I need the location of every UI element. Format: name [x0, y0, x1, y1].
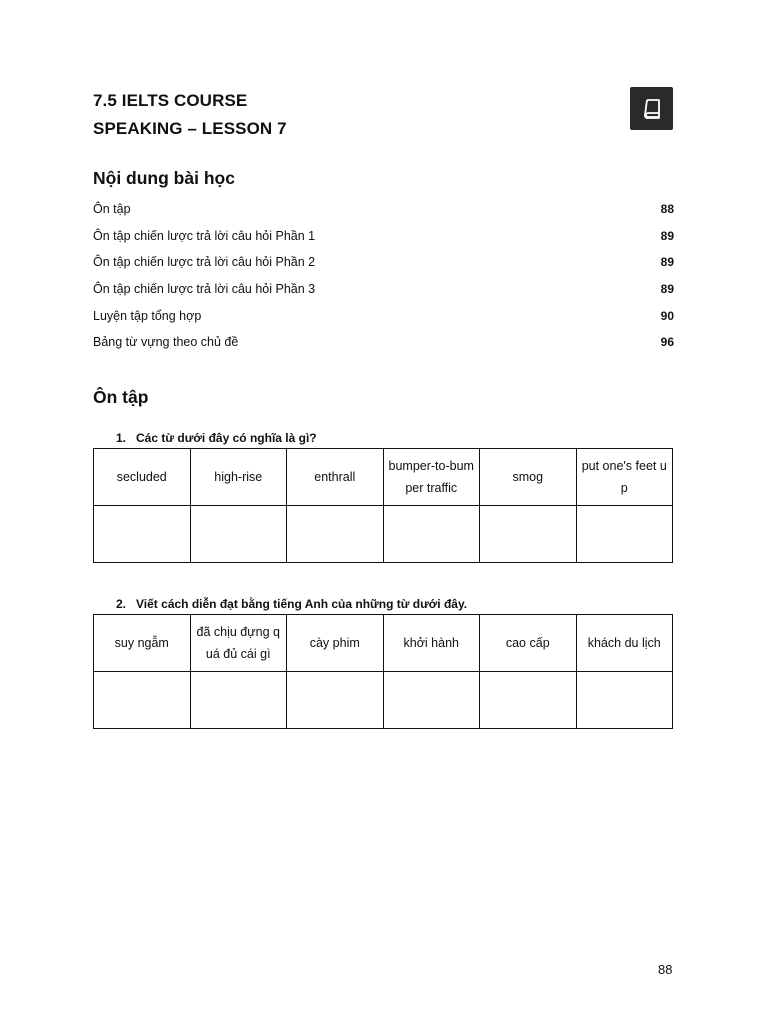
word-cell: khởi hành	[383, 615, 480, 672]
exercise-question: Viết cách diễn đạt bằng tiếng Anh của những từ dưới đây.	[136, 597, 468, 611]
answer-cell[interactable]	[94, 672, 191, 729]
toc-item-page: 96	[660, 335, 674, 350]
word-cell: secluded	[94, 449, 191, 506]
exercise-number: 2.	[116, 597, 127, 611]
toc-item	[93, 249, 674, 276]
toc-item-label: Ôn tập chiến lược trả lời câu hỏi Phần 2	[93, 255, 316, 270]
answer-cell[interactable]	[190, 506, 287, 563]
answer-cell[interactable]	[480, 672, 577, 729]
word-cell: smog	[480, 449, 577, 506]
answer-cell[interactable]	[383, 506, 480, 563]
word-cell: khách du lịch	[576, 615, 673, 672]
answer-cell[interactable]	[383, 672, 480, 729]
lesson-badge	[630, 87, 673, 130]
word-row	[94, 449, 673, 506]
toc-item-label: Ôn tập	[93, 202, 131, 217]
book-icon	[640, 97, 664, 121]
answer-cell[interactable]	[480, 506, 577, 563]
word-cell: put one's feet up	[576, 449, 673, 506]
exercise-number: 1.	[116, 431, 127, 445]
word-row	[94, 615, 673, 672]
course-title: 7.5 IELTS COURSE	[93, 91, 248, 110]
exercise-question: Các từ dưới đây có nghĩa là gì?	[136, 431, 317, 445]
word-cell: cày phim	[287, 615, 384, 672]
answer-cell[interactable]	[287, 506, 384, 563]
contents-heading: Nội dung bài học	[93, 168, 235, 188]
word-cell: đã chịu đựng quá đủ cái gì	[190, 615, 287, 672]
toc-item	[93, 302, 674, 329]
review-heading: Ôn tập	[93, 387, 149, 407]
answer-row	[94, 506, 673, 563]
answer-cell[interactable]	[190, 672, 287, 729]
word-cell: high-rise	[190, 449, 287, 506]
exercise-1-table	[93, 448, 673, 563]
toc-item	[93, 329, 674, 356]
toc-item	[93, 223, 674, 250]
exercise-2-prompt	[116, 597, 467, 611]
table-of-contents	[93, 196, 674, 356]
answer-cell[interactable]	[576, 672, 673, 729]
lesson-title: SPEAKING – LESSON 7	[93, 119, 287, 138]
word-cell: bumper-to-bumper traffic	[383, 449, 480, 506]
toc-item-page: 89	[660, 255, 674, 270]
answer-cell[interactable]	[287, 672, 384, 729]
toc-item	[93, 196, 674, 223]
toc-item-label: Ôn tập chiến lược trả lời câu hỏi Phần 1	[93, 228, 316, 243]
toc-item-page: 88	[660, 202, 674, 217]
word-cell: cao cấp	[480, 615, 577, 672]
answer-cell[interactable]	[576, 506, 673, 563]
toc-item-label: Ôn tập chiến lược trả lời câu hỏi Phần 3	[93, 282, 316, 297]
word-cell: suy ngẫm	[94, 615, 191, 672]
word-cell: enthrall	[287, 449, 384, 506]
toc-item-page: 89	[660, 228, 674, 243]
exercise-1-prompt	[116, 431, 317, 445]
answer-row	[94, 672, 673, 729]
answer-cell[interactable]	[94, 506, 191, 563]
toc-item-label: Luyện tập tổng hợp	[93, 308, 202, 323]
toc-item-label: Bảng từ vựng theo chủ đề	[93, 335, 239, 350]
toc-item-page: 90	[660, 308, 674, 323]
toc-item-page: 89	[660, 282, 674, 297]
page-number: 88	[658, 962, 673, 977]
exercise-2-table	[93, 614, 673, 729]
toc-item	[93, 276, 674, 303]
